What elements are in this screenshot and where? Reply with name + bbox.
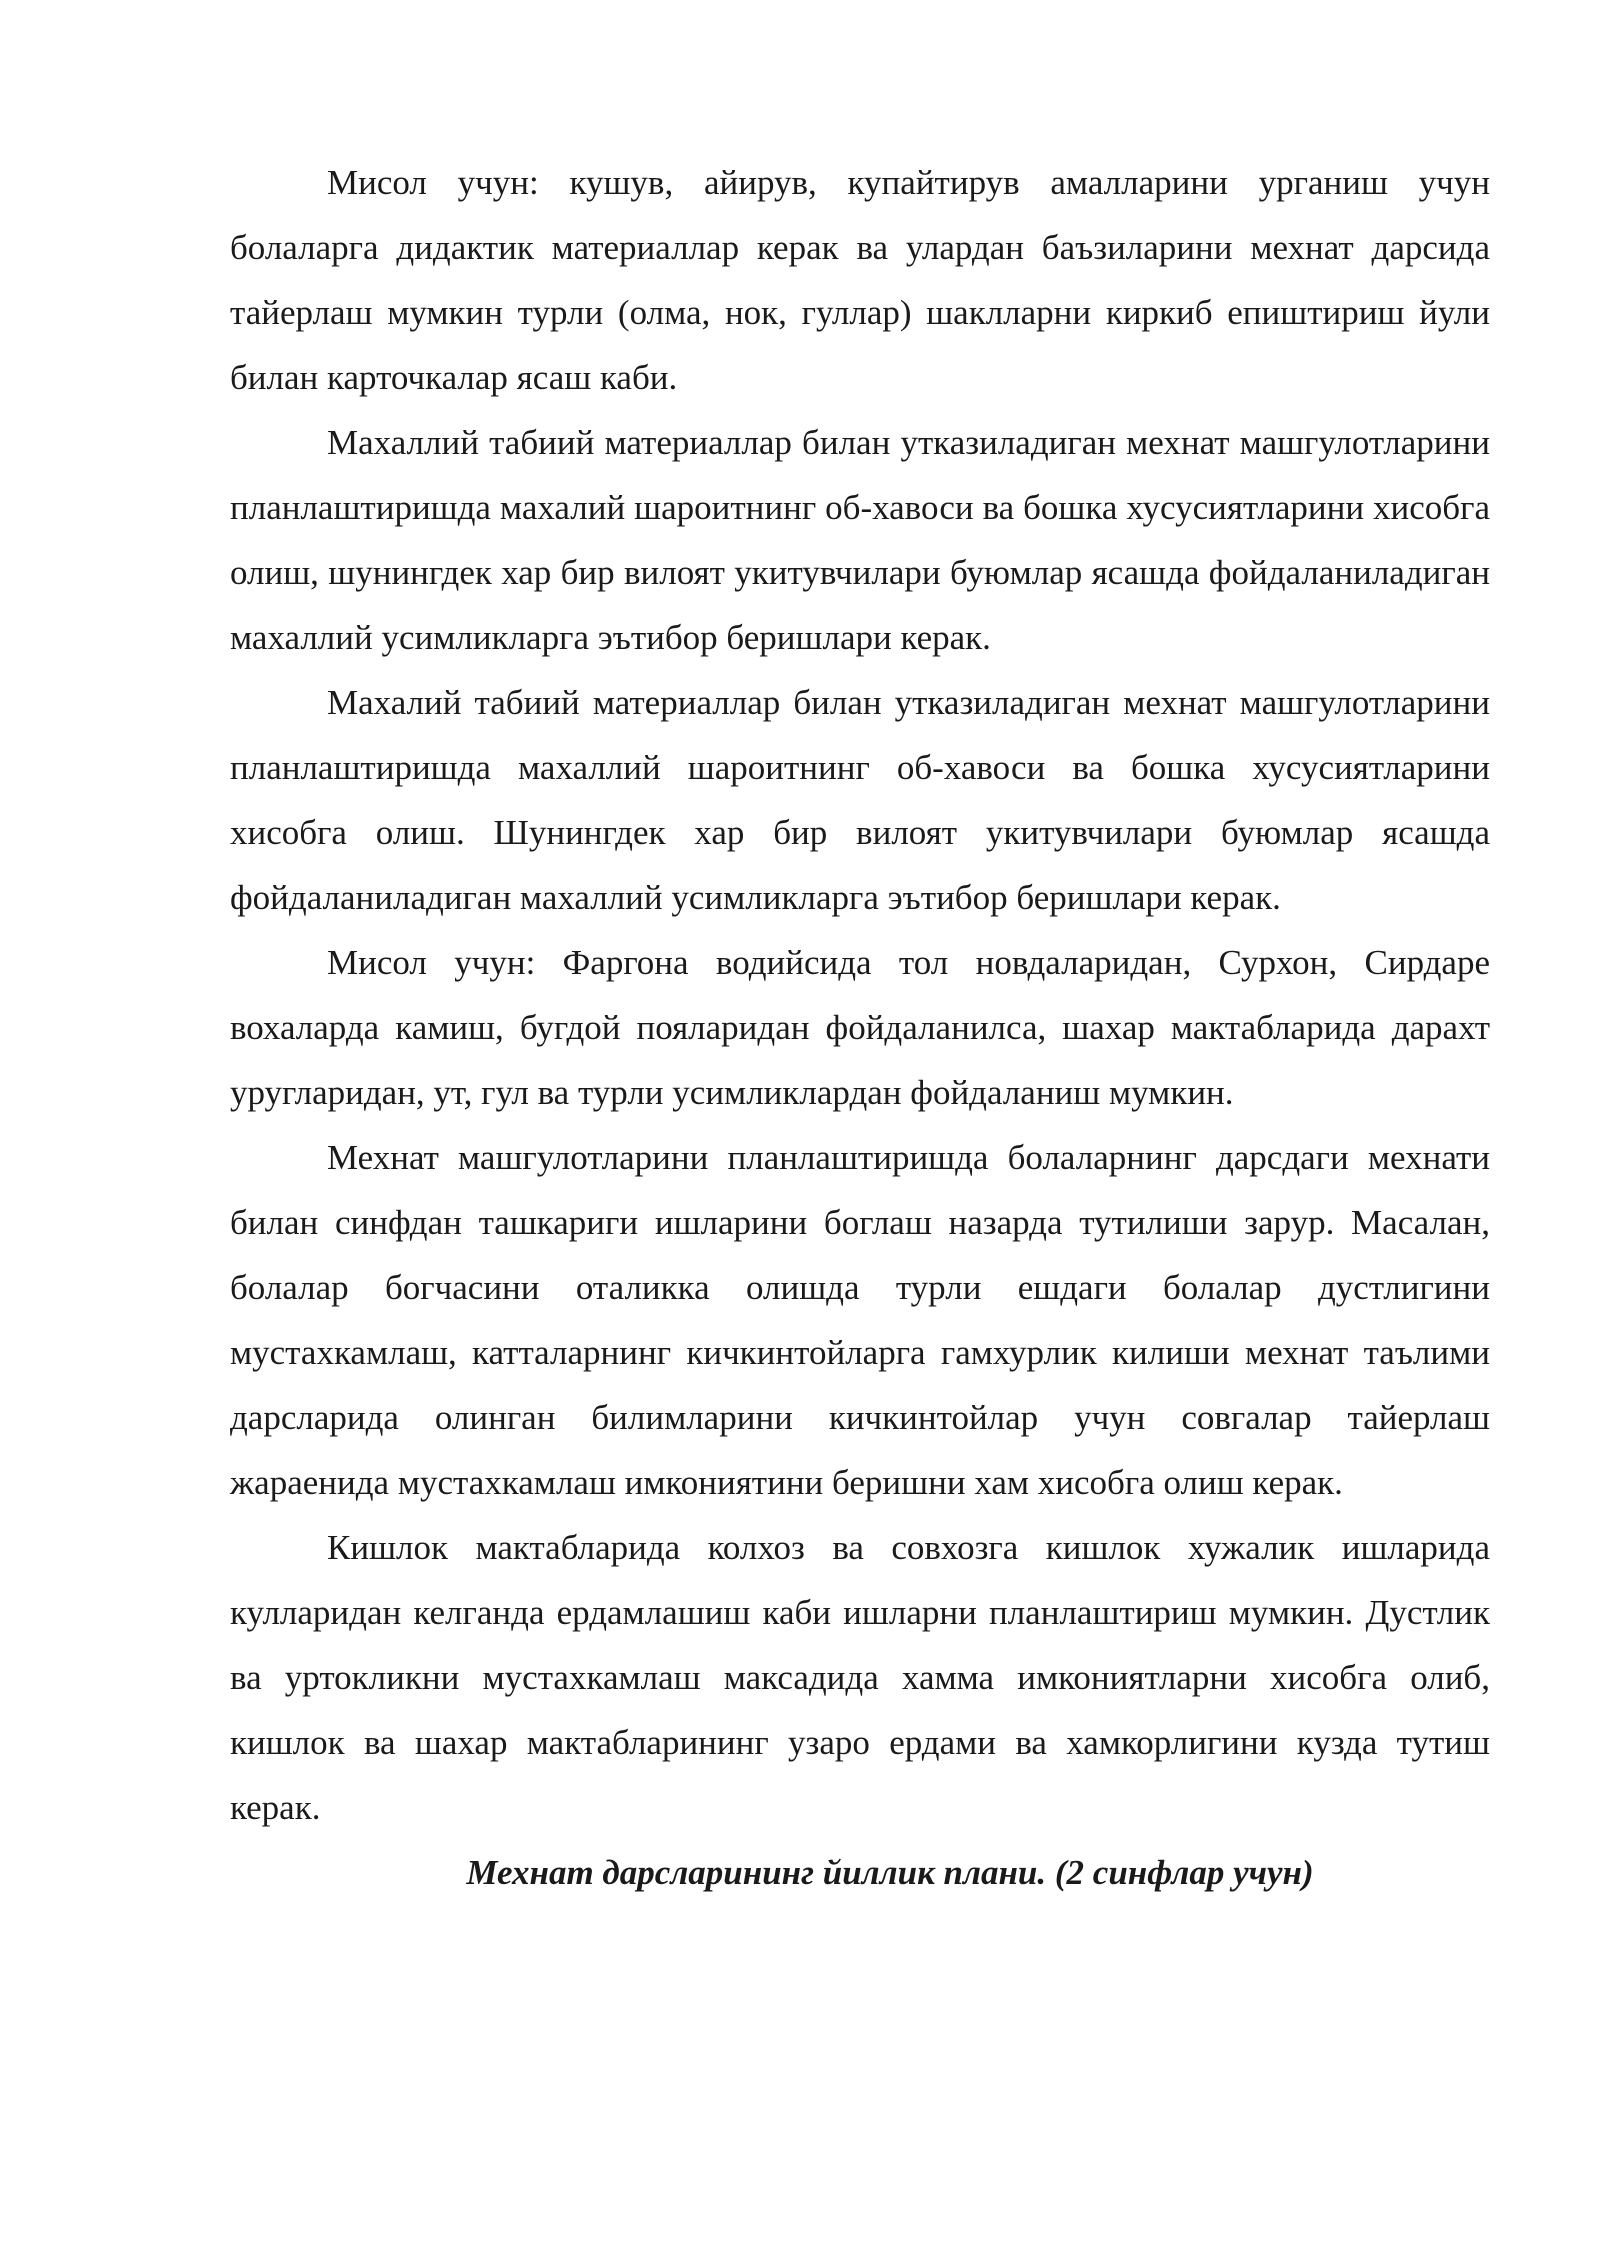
- paragraph-6: Кишлок мактабларида колхоз ва совхозга кишлок хужалик ишларида кулларидан келганда ердамлашиш каби ишларни планлаштириш мумкин. Дустлик ва уртокликни мустахкамлаш максадида хамма имкониятларни хисобга олиб, кишлок ва шахар мактабларининг узаро ердами ва хамкорлигини кузда тутиш керак.: [230, 1528, 1490, 1827]
- paragraph-2: Махаллий табиий материаллар билан утказиладиган мехнат машгулотларини планлаштиришда махалий шароитнинг об-хавоси ва бошка хусусиятларини хисобга олиш, шунингдек хар бир вилоят укитувчилари буюмлар ясашда фойдаланиладиган махаллий усимликларга эътибор беришлари керак.: [230, 423, 1490, 657]
- paragraph-1: Мисол учун: кушув, айирув, купайтирув амалларини урганиш учун болаларга дидактик материаллар керак ва улардан баъзиларини мехнат дарсида тайерлаш мумкин турли (олма, нок, гуллар) шаклларни киркиб епиштириш йули билан карточкалар ясаш каби.: [230, 163, 1490, 397]
- paragraph-4: Мисол учун: Фаргона водийсида тол новдаларидан, Сурхон, Сирдаре вохаларда камиш, бугдой пояларидан фойдаланилса, шахар мактабларида дарахт уругларидан, ут, гул ва турли усимликлардан фойдаланиш мумкин.: [230, 943, 1490, 1112]
- paragraph-3: Махалий табиий материаллар билан утказиладиган мехнат машгулотларини планлаштиришда махаллий шароитнинг об-хавоси ва бошка хусусиятларини хисобга олиш. Шунингдек хар бир вилоят укитувчилари буюмлар ясашда фойдаланиладиган махаллий усимликларга эътибор беришлари керак.: [230, 683, 1490, 917]
- section-heading: Мехнат дарсларининг йиллик плани. (2 синфлар учун): [466, 1853, 1314, 1892]
- document-body: [230, 150, 1490, 1905]
- paragraph-5: Мехнат машгулотларини планлаштиришда болаларнинг дарсдаги мехнати билан синфдан ташкариги ишларини боглаш назарда тутилиши зарур. Масалан, болалар богчасини оталикка олишда турли ешдаги болалар дустлигини мустахкамлаш, катталарнинг кичкинтойларга гамхурлик килиши мехнат таълими дарсларида олинган билимларини кичкинтойлар учун совгалар тайерлаш жараенида мустахкамлаш имкониятини беришни хам хисобга олиш керак.: [230, 1138, 1490, 1502]
